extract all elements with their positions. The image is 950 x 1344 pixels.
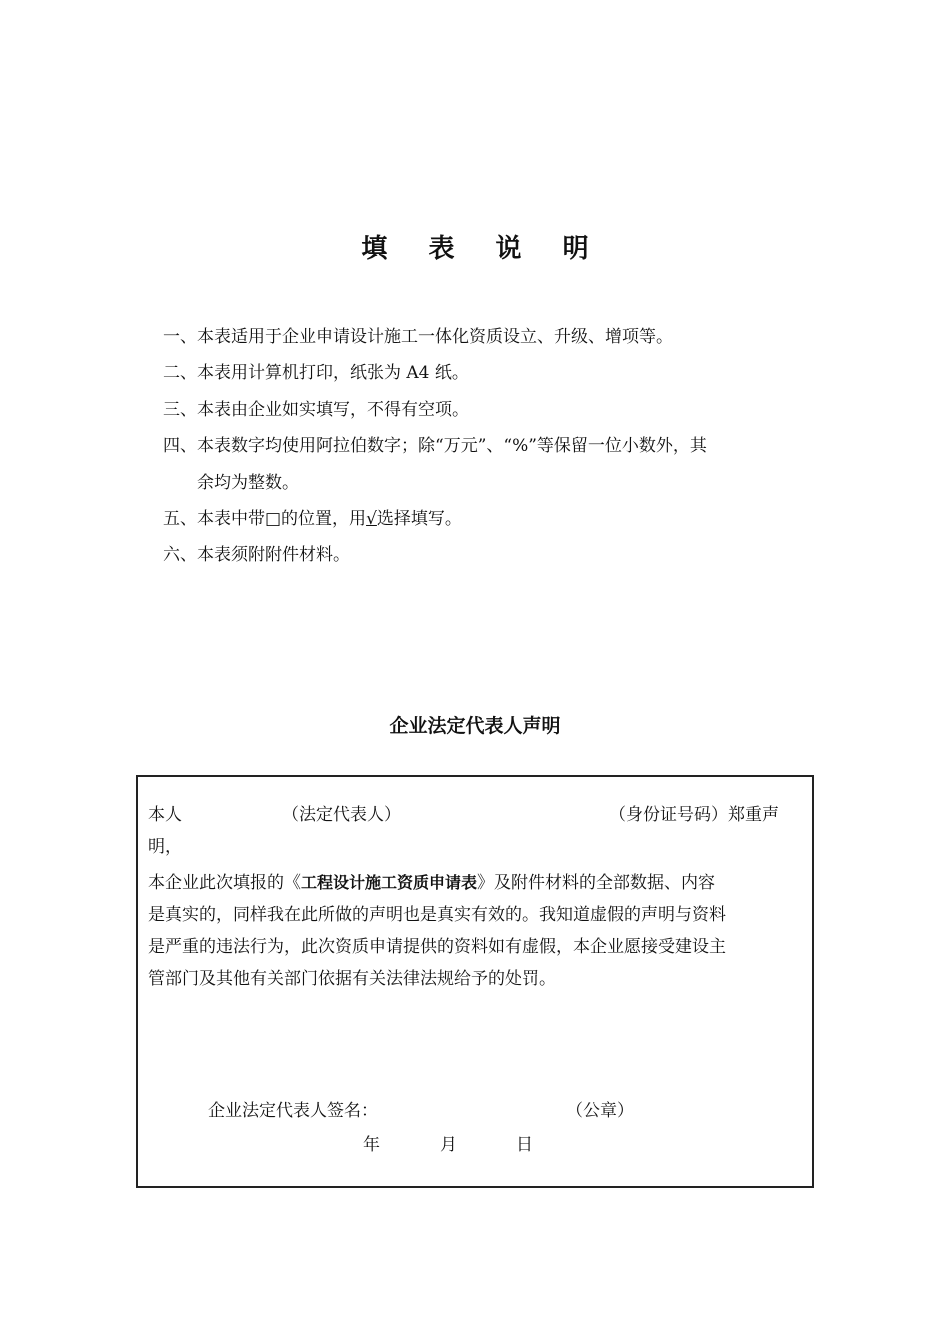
declaration-text-line <box>148 867 715 899</box>
signature-label: 企业法定代表人签名： <box>208 1101 378 1121</box>
instruction-number: 四、 <box>163 436 197 456</box>
instruction-text: 本表须附附件材料。 <box>197 545 350 565</box>
instruction-item-1 <box>163 319 673 355</box>
instruction-number: 六、 <box>163 545 197 565</box>
declaration-text-line: 是真实的，同样我在此所做的声明也是真实有效的。我知道虚假的声明与资料 <box>148 905 726 925</box>
instruction-number: 五、 <box>163 509 197 529</box>
instruction-text: 本表由企业如实填写，不得有空项。 <box>197 400 469 420</box>
instruction-item-2 <box>163 355 469 391</box>
declaration-text-line: 明， <box>148 837 182 857</box>
declaration-text-line: 管部门及其他有关部门依据有关法律法规给予的处罚。 <box>148 969 556 989</box>
instruction-text: 选择填写。 <box>376 509 462 529</box>
declaration-box <box>136 775 814 1188</box>
instruction-number: 一、 <box>163 327 197 347</box>
seal-label: （公章） <box>566 1101 634 1121</box>
declaration-text-segment: 本企业此次填报的《 <box>148 873 301 893</box>
instruction-text: 本表数字均使用阿拉伯数字；除“万元”、“%”等保留一位小数外，其 <box>197 436 707 456</box>
instruction-text: 本表中带□的位置，用 <box>197 509 367 529</box>
legal-representative-label: （法定代表人） <box>282 805 401 825</box>
instruction-item-4-continuation: 余均为整数。 <box>197 473 299 493</box>
declaration-text-segment: 》及附件材料的全部数据、内容 <box>477 873 716 893</box>
instruction-item-4 <box>163 428 707 464</box>
date-month-label: 月 <box>440 1135 457 1155</box>
instruction-text: 本表用计算机打印，纸张为 A4 纸。 <box>197 363 469 383</box>
instruction-number: 三、 <box>163 400 197 420</box>
page-title: 填 表 说 明 <box>361 234 605 264</box>
instruction-item-6 <box>163 537 350 573</box>
declaration-text-line: 是严重的违法行为，此次资质申请提供的资料如有虚假，本企业愿接受建设主 <box>148 937 726 957</box>
date-year-label: 年 <box>363 1135 380 1155</box>
form-name: 工程设计施工资质申请表 <box>301 873 478 892</box>
instruction-number: 二、 <box>163 363 197 383</box>
instruction-text: 本表适用于企业申请设计施工一体化资质设立、升级、增项等。 <box>197 327 673 347</box>
declaration-text-person: 本人 <box>148 805 182 825</box>
date-day-label: 日 <box>516 1135 533 1155</box>
id-number-label: （身份证号码）郑重声 <box>609 805 779 825</box>
instruction-item-3 <box>163 392 469 428</box>
declaration-title: 企业法定代表人声明 <box>389 715 561 737</box>
checkmark-symbol: √ <box>366 509 377 529</box>
instruction-item-5 <box>163 501 462 537</box>
